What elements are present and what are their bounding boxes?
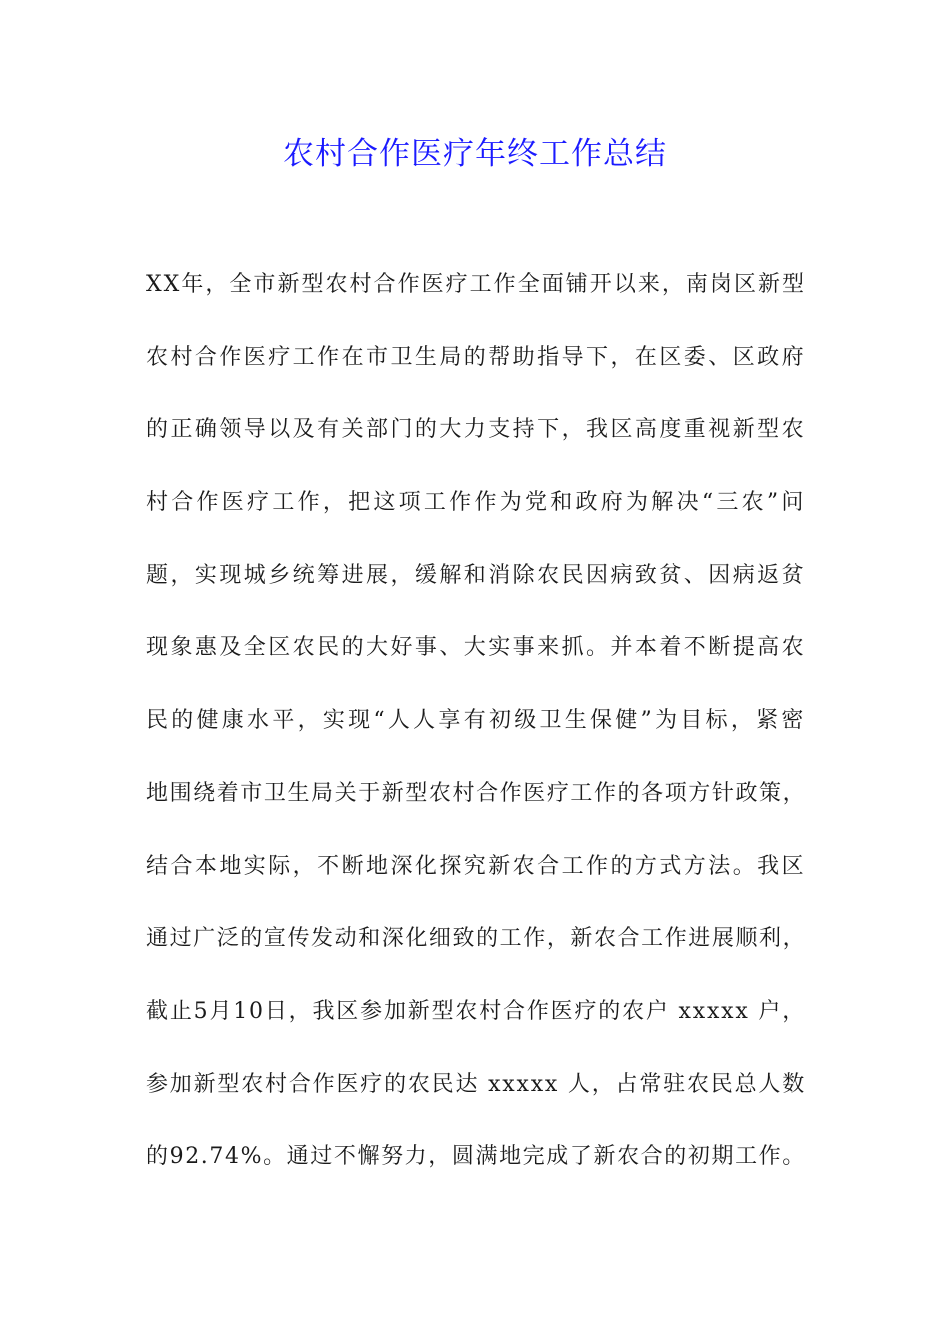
paragraph-line-8: 地围绕着市卫生局关于新型农村合作医疗工作的各项方针政策， <box>146 780 806 806</box>
paragraph-line-5: 题，实现城乡统筹进展，缓解和消除农民因病致贫、因病返贫 <box>146 562 806 588</box>
paragraph-line-4: 村合作医疗工作，把这项工作作为党和政府为解决“三农”问 <box>146 490 806 516</box>
paragraph-line-10: 通过广泛的宣传发动和深化细致的工作，新农合工作进展顺利， <box>146 926 806 952</box>
paragraph-line-2: 农村合作医疗工作在市卫生局的帮助指导下，在区委、区政府 <box>146 344 806 370</box>
paragraph-line-7: 民的健康水平，实现“人人享有初级卫生保健”为目标，紧密 <box>146 708 806 734</box>
paragraph-line-1: XX年，全市新型农村合作医疗工作全面铺开以来，南岗区新型 <box>146 272 806 297</box>
paragraph-line-3: 的正确领导以及有关部门的大力支持下，我区高度重视新型农 <box>146 417 806 443</box>
paragraph-line-9: 结合本地实际，不断地深化探究新农合工作的方式方法。我区 <box>146 853 806 879</box>
document-title: 农村合作医疗年终工作总结 <box>283 136 667 172</box>
paragraph-line-12: 参加新型农村合作医疗的农民达 xxxxx 人，占常驻农民总人数 <box>146 1071 806 1097</box>
paragraph-line-13: 的92.74%。通过不懈努力，圆满地完成了新农合的初期工作。 <box>146 1144 806 1170</box>
document-paragraph <box>146 262 806 1207</box>
paragraph-line-11: 截止5月10日，我区参加新型农村合作医疗的农户 xxxxx 户， <box>146 998 806 1024</box>
paragraph-line-6: 现象惠及全区农民的大好事、大实事来抓。并本着不断提高农 <box>146 635 806 661</box>
